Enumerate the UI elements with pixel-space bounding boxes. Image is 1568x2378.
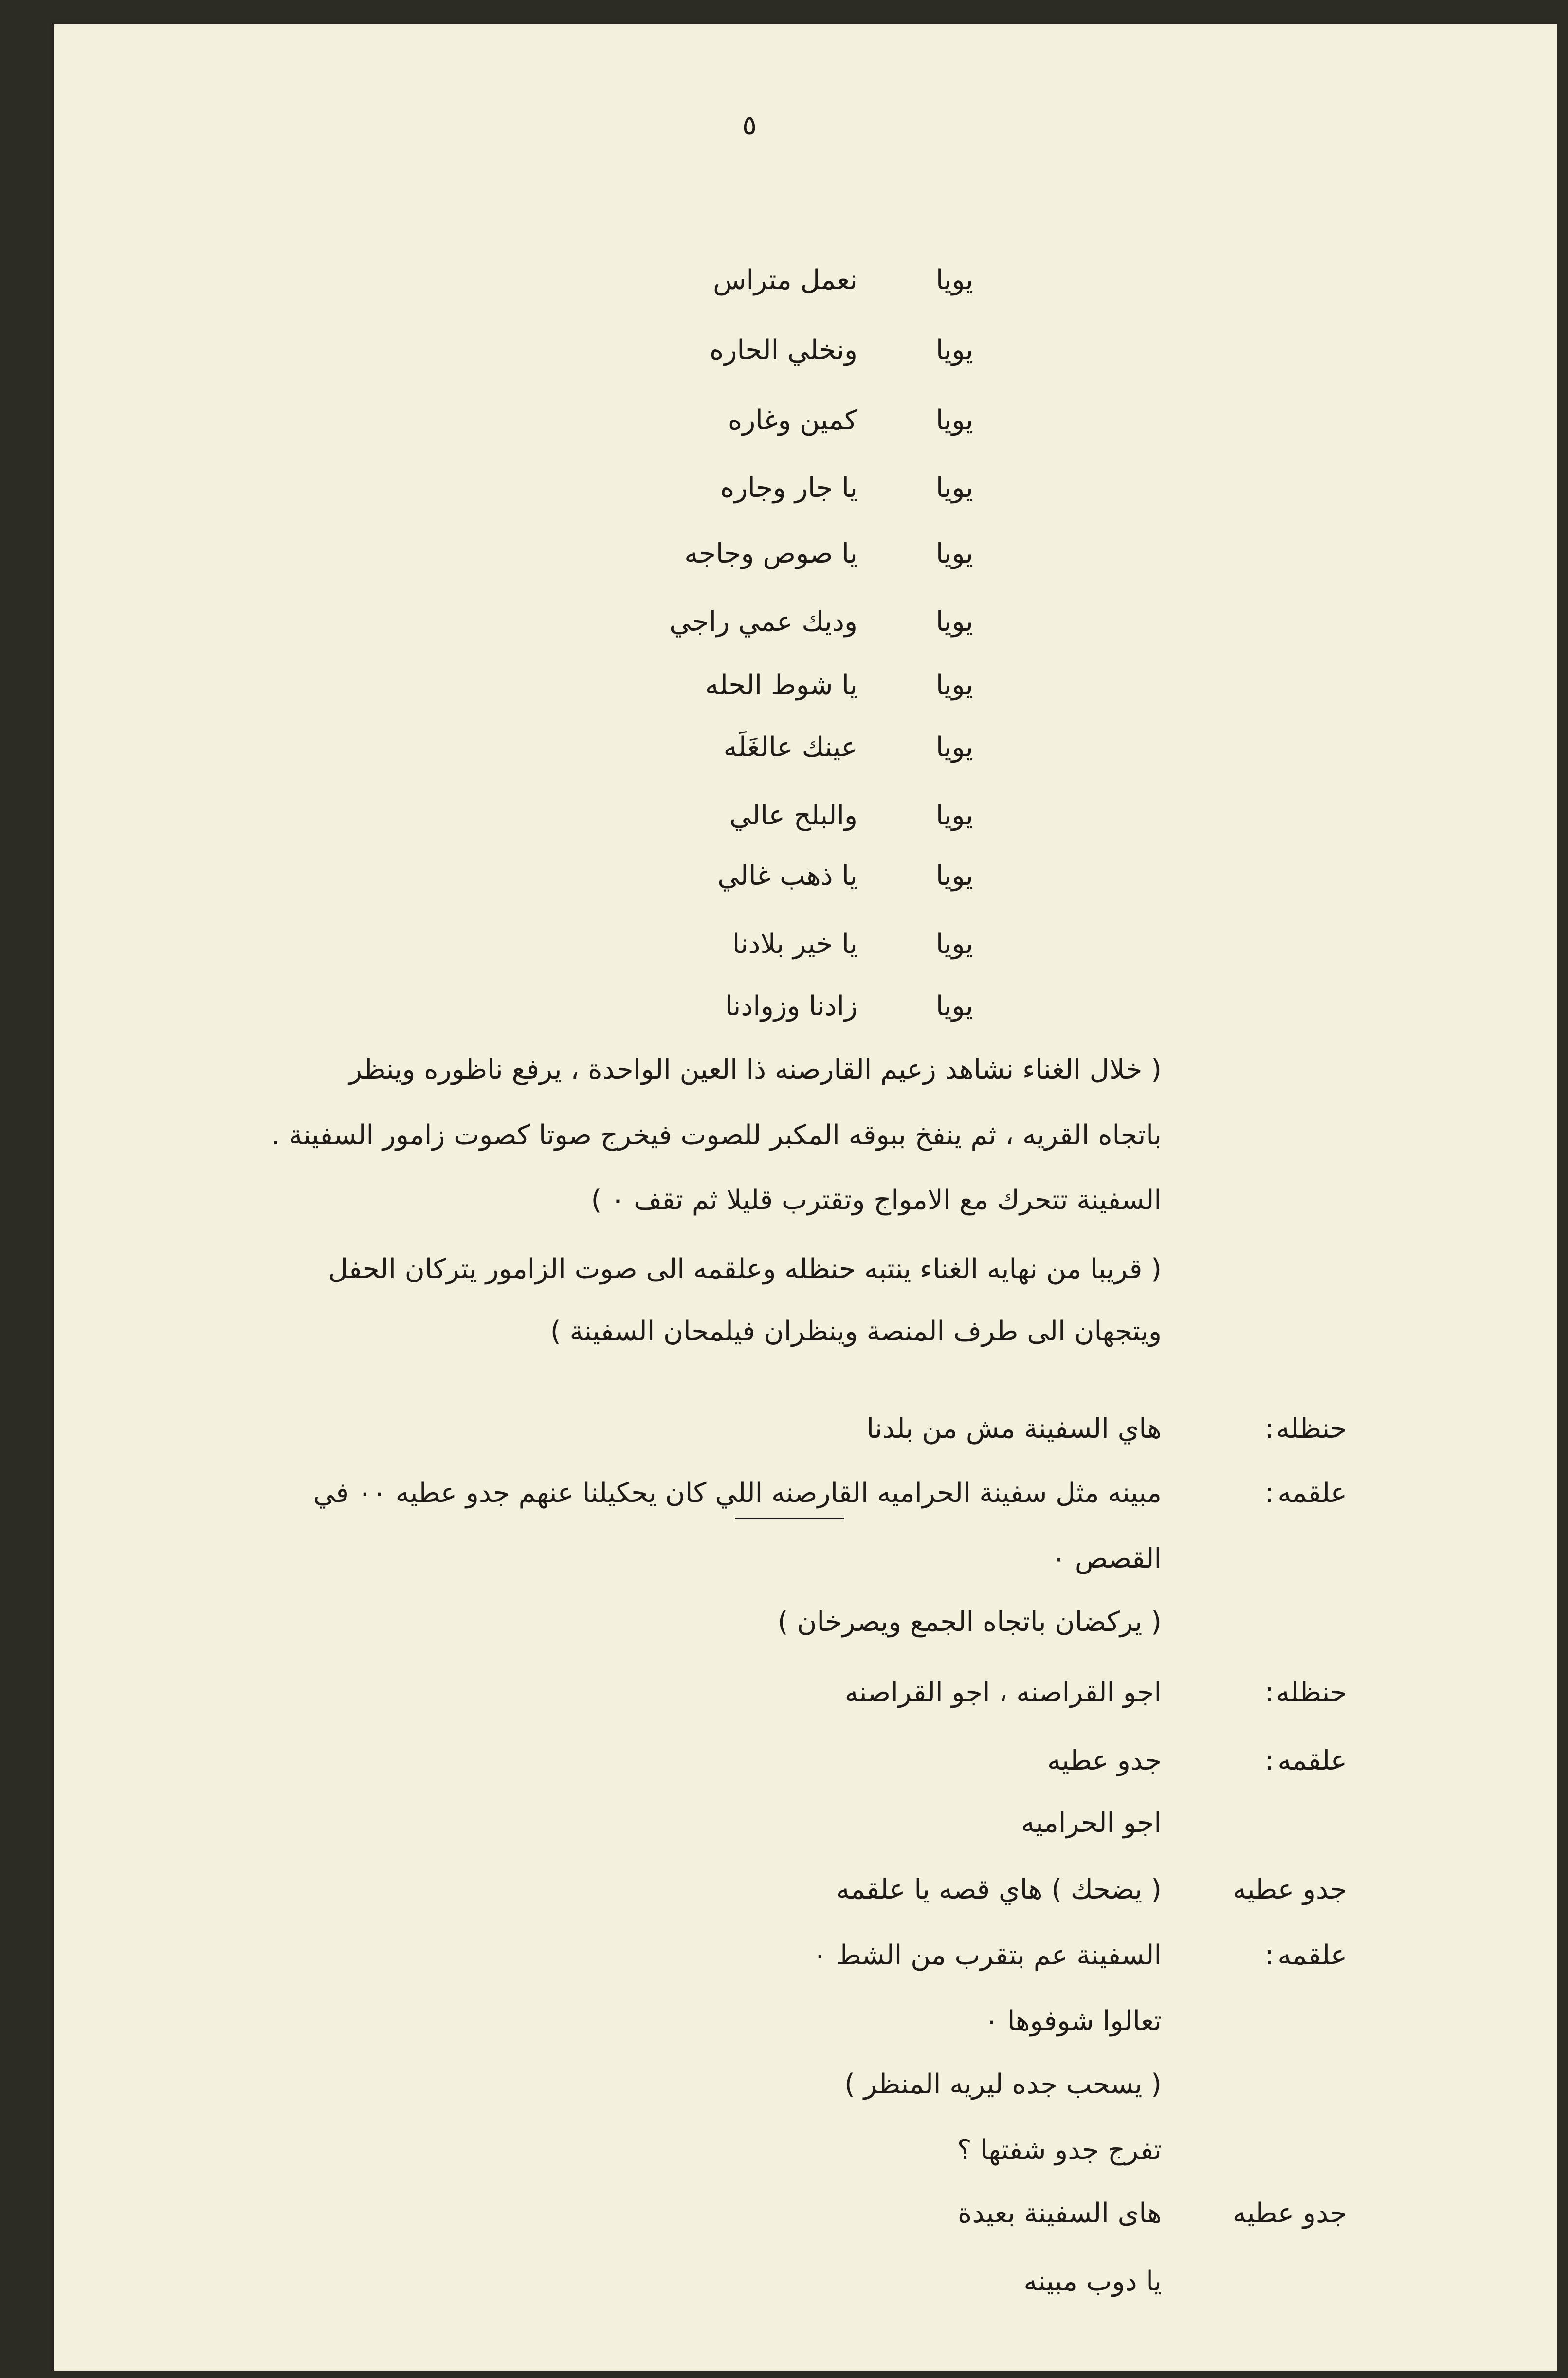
speaker-name: علقمه — [1277, 1745, 1347, 1776]
song-refrain: يويا — [935, 800, 973, 831]
page-number: ٥ — [742, 110, 757, 141]
dialogue-line: تعالوا شوفوها ٠ — [984, 2005, 1162, 2037]
speaker-name: حنظله — [1276, 1677, 1347, 1708]
stage-direction-line: ( يركضان باتجاه الجمع ويصرخان ) — [777, 1606, 1162, 1638]
song-line: وديك عمي راجي — [669, 606, 857, 638]
dialogue-line: هاى السفينة بعيدة — [958, 2197, 1162, 2229]
speaker-name: علقمه — [1277, 1477, 1347, 1509]
song-line: زادنا وزوادنا — [725, 990, 857, 1022]
dialogue-line: يا دوب مبينه — [1023, 2266, 1162, 2297]
dialogue-line: جدو عطيه — [1047, 1745, 1162, 1776]
song-refrain: يويا — [935, 860, 973, 892]
stage-direction-line: السفينة تتحرك مع الامواج وتقترب قليلا ثم تقف ٠ ) — [591, 1184, 1162, 1216]
song-line: نعمل متراس — [713, 264, 857, 296]
speaker-colon: : — [1264, 1745, 1274, 1776]
speaker-name: جدو عطيه — [1232, 1874, 1347, 1905]
song-refrain: يويا — [935, 990, 973, 1022]
song-line: يا صوص وجاجه — [684, 538, 857, 569]
speaker-name: حنظله — [1276, 1413, 1347, 1445]
song-line: يا شوط الحله — [705, 669, 857, 701]
song-refrain: يويا — [935, 732, 973, 763]
dialogue-line: اجو القراصنه ، اجو القراصنه — [844, 1677, 1162, 1708]
song-refrain: يويا — [935, 928, 973, 960]
song-line: ونخلي الحاره — [709, 334, 857, 366]
stage-direction-line: ويتجهان الى طرف المنصة وينظران فيلمحان السفينة ) — [550, 1316, 1162, 1347]
top-border — [50, 22, 1557, 24]
speaker-colon: : — [1264, 1677, 1274, 1708]
dialogue-line: السفينة عم بتقرب من الشط ٠ — [812, 1939, 1162, 1971]
song-line: يا خير بلادنا — [732, 928, 857, 960]
speaker-colon: : — [1264, 1413, 1274, 1445]
speaker-name: علقمه — [1277, 1939, 1347, 1971]
dialogue-line: القصص ٠ — [1052, 1543, 1162, 1574]
dialogue-line: ( يضحك ) هاي قصه يا علقمه — [836, 1874, 1162, 1905]
left-border — [50, 22, 54, 2371]
dialogue-line: هاي السفينة مش من بلدنا — [866, 1413, 1162, 1445]
speaker-name: جدو عطيه — [1232, 2197, 1347, 2229]
song-refrain: يويا — [935, 472, 973, 504]
stage-direction-line: ( خلال الغناء نشاهد زعيم القارصنه ذا العين الواحدة ، يرفع ناظوره وينظر — [349, 1054, 1162, 1085]
speaker-colon: : — [1264, 1477, 1274, 1509]
underline-mark — [735, 1518, 844, 1519]
dialogue-line: تفرج جدو شفتها ؟ — [957, 2134, 1162, 2166]
speaker-colon: : — [1264, 1939, 1274, 1971]
song-refrain: يويا — [935, 669, 973, 701]
song-refrain: يويا — [935, 334, 973, 366]
song-line: عينك عالغَلَه — [723, 732, 857, 763]
song-line: كمين وغاره — [728, 404, 857, 436]
song-refrain: يويا — [935, 264, 973, 296]
stage-direction-line: ( يسحب جده ليريه المنظر ) — [844, 2068, 1162, 2100]
dialogue-line: مبينه مثل سفينة الحراميه القارصنه اللي كان يحكيلنا عنهم جدو عطيه ٠٠ في — [313, 1477, 1162, 1509]
song-refrain: يويا — [935, 404, 973, 436]
song-line: يا ذهب غالي — [717, 860, 857, 892]
song-refrain: يويا — [935, 538, 973, 569]
stage-direction-line: باتجاه القريه ، ثم ينفخ ببوقه المكبر للصوت فيخرج صوتا كصوت زامور السفينة . — [271, 1119, 1162, 1151]
song-refrain: يويا — [935, 606, 973, 638]
stage-direction-line: ( قريبا من نهايه الغناء ينتبه حنظله وعلقمه الى صوت الزامور يتركان الحفل — [328, 1253, 1162, 1285]
dialogue-line: اجو الحراميه — [1021, 1807, 1162, 1839]
song-line: والبلح عالي — [729, 800, 857, 831]
song-line: يا جار وجاره — [720, 472, 857, 504]
